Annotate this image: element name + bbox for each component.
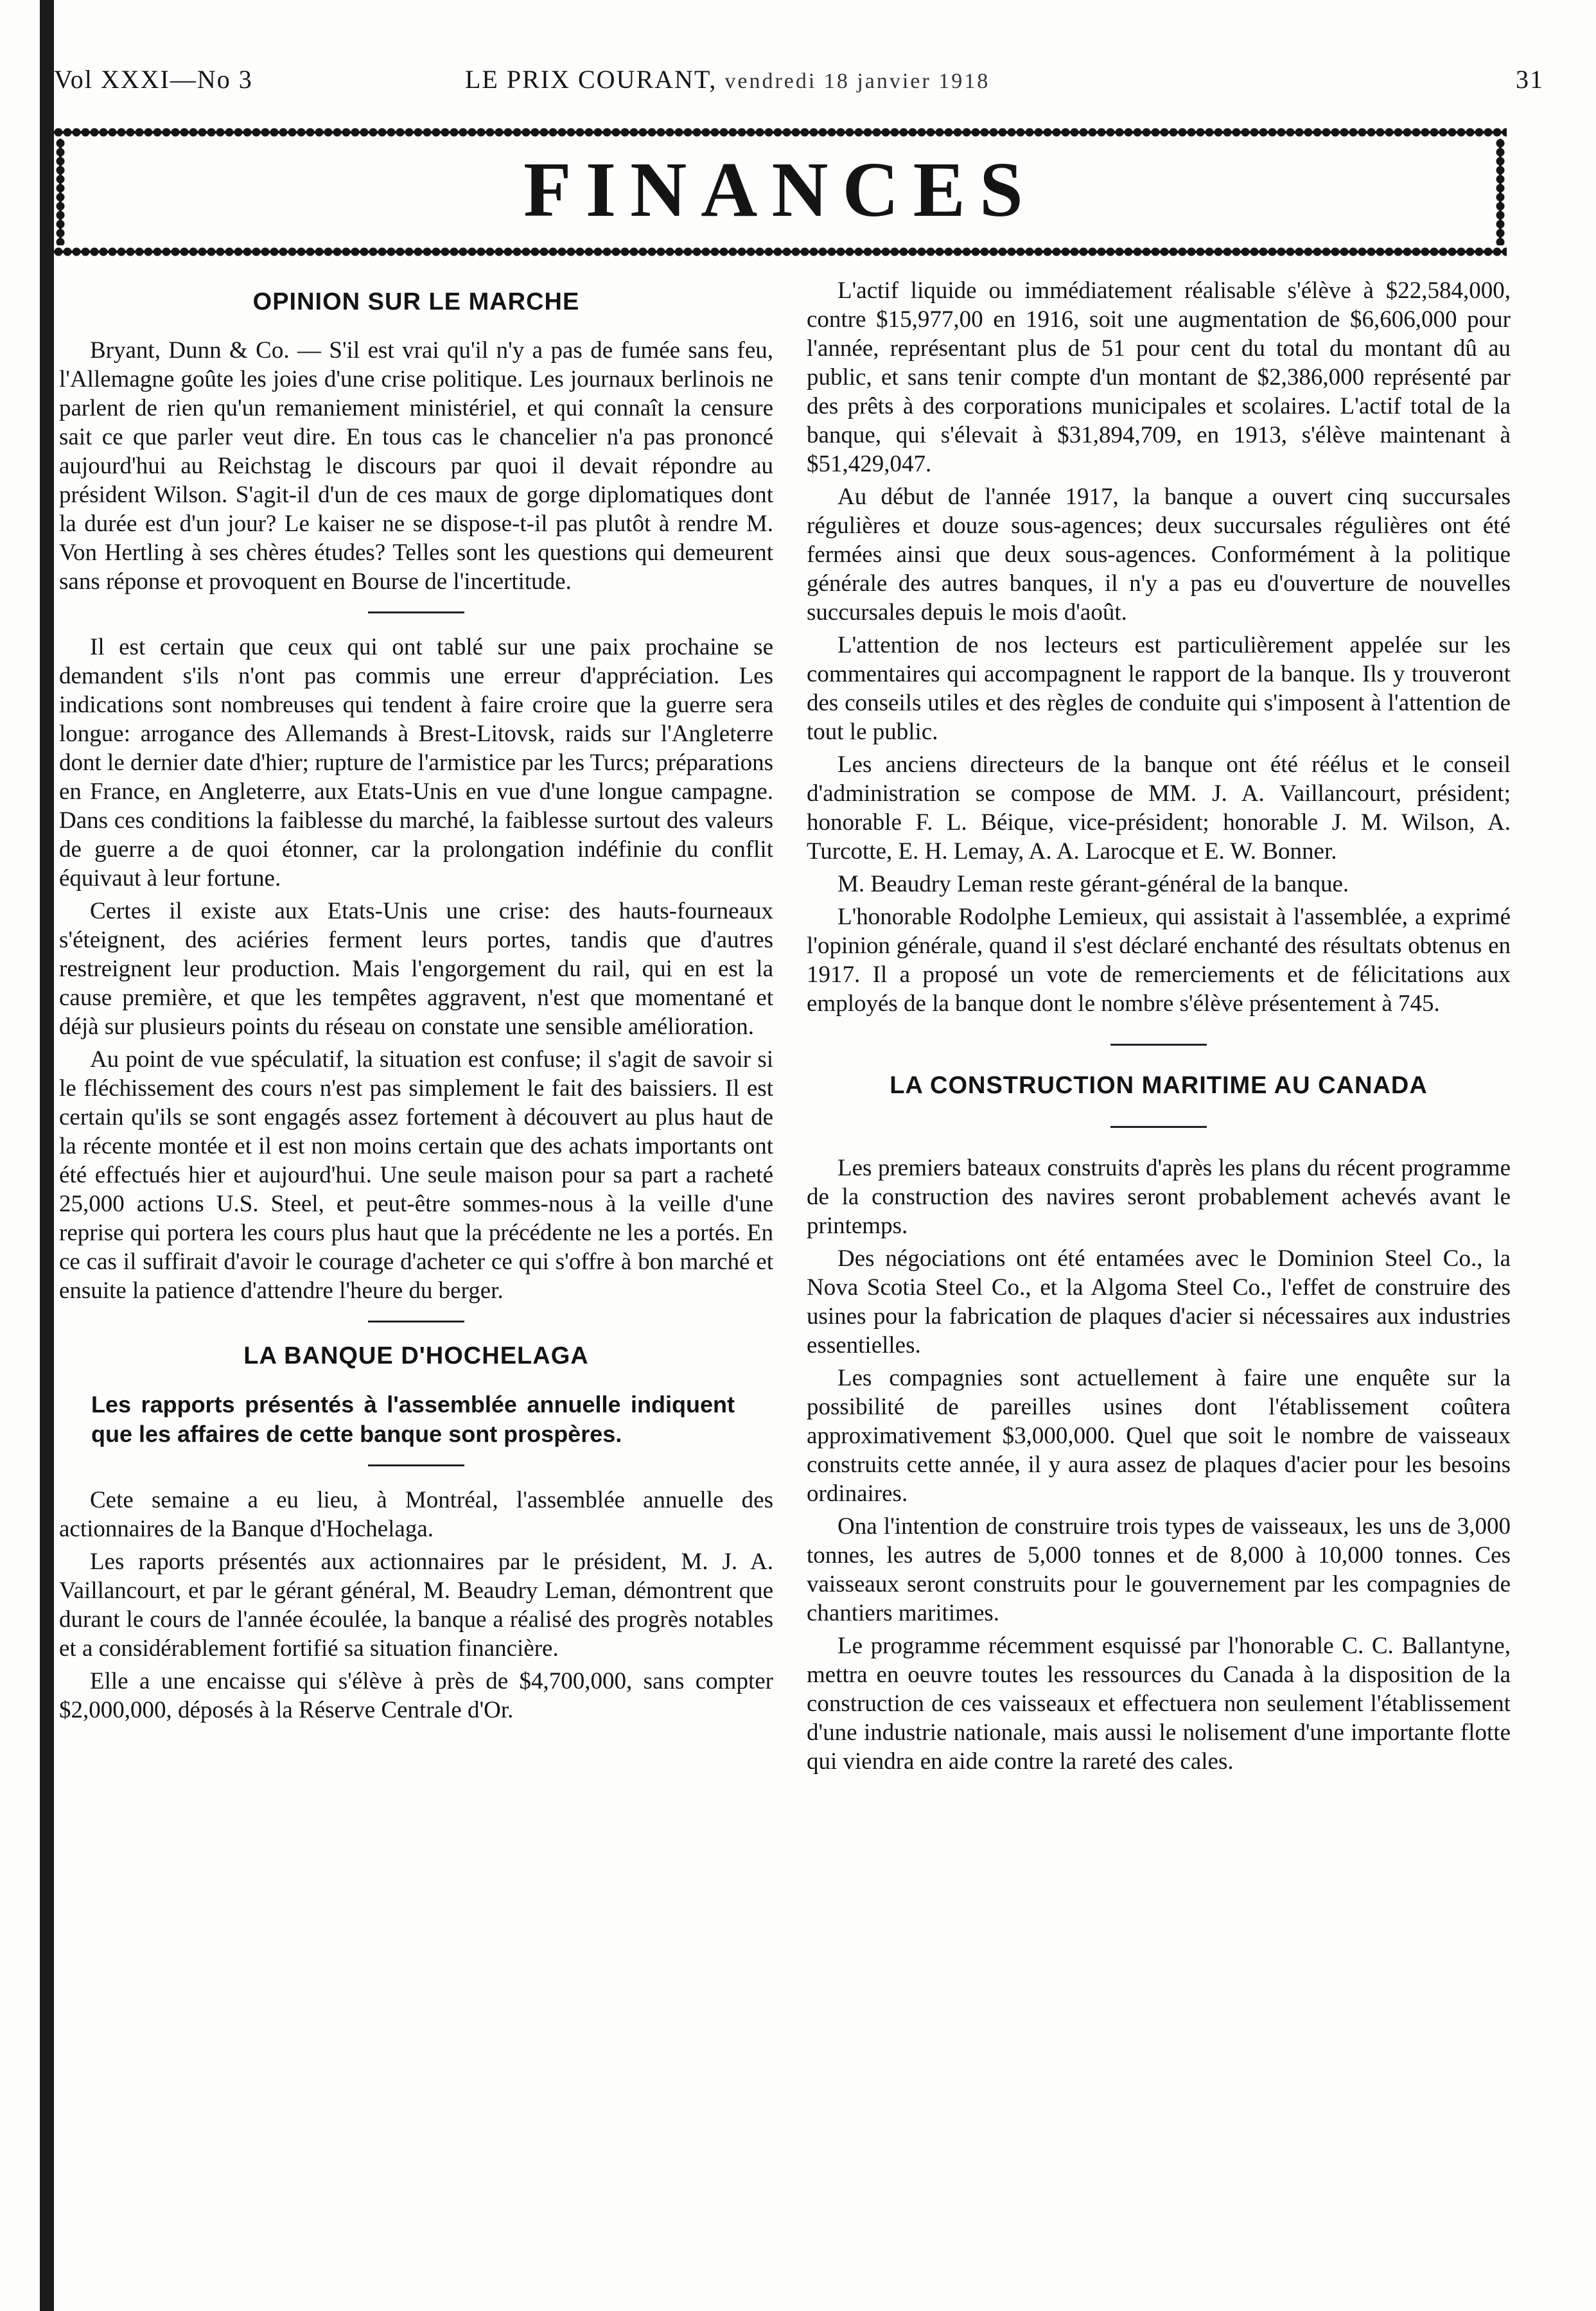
article-paragraph: Les raports présentés aux actionnaires par le président, M. J. A. Vaillancourt, et par le gérant général, M. Beaudry Leman, démontrent que durant le cours de l'année écoulée, la banque a réalisé des progrès notables et a considérablement fortifié sa situation financière.: [59, 1549, 773, 1662]
article-paragraph: L'actif liquide ou immédiatement réalisable s'élève à $22,584,000, contre $15,977,00 en 1916, soit une augmentation de $6,606,000 pour l'année, représentant plus de 51 pour cent du total du montant dû au public, et sans tenir compte d'un montant de $2,386,000 représenté par des prêts à des corporations municipales et scolaires. L'actif total de la banque, qui s'élevait à $31,894,709, en 1913, s'élève maintenant à $51,429,047.: [807, 277, 1511, 477]
article-paragraph: Il est certain que ceux qui ont tablé sur une paix prochaine se demandent s'ils n'ont pas commis une erreur d'appréciation. Les indications sont nombreuses qui tendent à faire croire que la guerre sera longue: arrogance des Allemands à Brest-Litovsk, raids sur l'Angleterre dont le dernier date d'hier; rupture de l'armistice par les Turcs; préparations en France, en Angleterre, aux Etats-Unis en vue d'une longue campagne. Dans ces conditions la faiblesse du marché, la faiblesse surtout des valeurs de guerre a de quoi étonner, car la prolongation indéfinie du conflit équivaut à leur fortune.: [59, 634, 773, 892]
page-binding-edge: [40, 0, 54, 2311]
article-paragraph: Elle a une encaisse qui s'élève à près de $4,700,000, sans compter $2,000,000, déposés à la Réserve Centrale d'Or.: [59, 1668, 773, 1723]
paragraph-divider: [368, 611, 464, 613]
article-hochelaga: [59, 1342, 773, 1725]
article-paragraph: Au point de vue spéculatif, la situation est confuse; il s'agit de savoir si le fléchissement des cours n'est pas simplement le fait des baissiers. Il est certain qu'ils se sont engagés assez fortement à découvert au plus haut de la récente montée et il est non moins certain que des achats importants ont été effectués hier et aujourd'hui. Une seule maison pour sa part a racheté 25,000 actions U.S. Steel, et peut-être sommes-nous à la veille d'une reprise qui portera les cours plus haut que la précédente ne les a portés. En ce cas il suffirait d'avoir le courage d'acheter ce qui s'offre à bon marché et ensuite la patience d'attendre l'heure du berger.: [59, 1046, 773, 1304]
left-column: [59, 276, 773, 1728]
page-number: 31: [1516, 65, 1544, 94]
article-heading: LA CONSTRUCTION MARITIME AU CANADA: [890, 1072, 1428, 1099]
article-paragraph: Certes il existe aux Etats-Unis une crise: des hauts-fourneaux s'éteignent, des aciéries ferment leurs portes, tandis que d'autres restreignent leur production. Mais l'engorgement du rail, qui en est la cause première, et que les tempêtes aggravent, n'est que momentané et déjà sur plusieurs points du réseau on constate une sensible amélioration.: [59, 898, 773, 1040]
article-paragraph: Au début de l'année 1917, la banque a ouvert cinq succursales régulières et douze sous-agences; deux succursales régulières ont été fermées ainsi que deux sous-agences. Conformément à la politique générale des autres banques, il n'y a pas eu d'ouverture de nouvelles succursales depuis le mois d'août.: [807, 484, 1511, 626]
article-paragraph: Le programme récemment esquissé par l'honorable C. C. Ballantyne, mettra en oeuvre toutes les ressources du Canada à la disposition de la construction de ces vaisseaux et effectuera non seulement l'établissement d'une industrie nationale, mais aussi le nolisement d'une importante flotte qui viendra en aide contre la rareté des cales.: [807, 1633, 1511, 1775]
article-paragraph: M. Beaudry Leman reste gérant-général de la banque.: [837, 871, 1349, 897]
article-paragraph: Les premiers bateaux construits d'après les plans du récent programme de la construction des navires seront probablement achevés avant le printemps.: [807, 1155, 1511, 1239]
article-paragraph: Des négociations ont été entamées avec le Dominion Steel Co., la Nova Scotia Steel Co., et la Algoma Steel Co., l'effet de construire des usines pour la fabrication de plaques d'acier si nécessaires aux industries essentielles.: [807, 1245, 1511, 1358]
banner-border-bottom: [54, 245, 1507, 258]
publication-name: LE PRIX COURANT,: [465, 65, 717, 94]
article-divider: [1110, 1044, 1207, 1046]
issue-date: vendredi 18 janvier 1918: [724, 69, 990, 93]
article-heading: LA BANQUE D'HOCHELAGA: [243, 1342, 589, 1369]
banner-border-top: [54, 126, 1507, 139]
article-opinion: [59, 288, 773, 1305]
right-column: [807, 276, 1511, 1780]
article-paragraph: L'honorable Rodolphe Lemieux, qui assistait à l'assemblée, a exprimé l'opinion générale, quand il s'est déclaré enchanté des résultats obtenus en 1917. Il a proposé un vote de remerciements et de félicitations aux employés de la banque dont le nombre s'élève présentement à 745.: [807, 904, 1511, 1017]
article-paragraph: Bryant, Dunn & Co. — S'il est vrai qu'il n'y a pas de fumée sans feu, l'Allemagne goûte les joies d'une crise politique. Les journaux berlinois ne parlent de rien qu'un remaniement ministériel, et qui connaît la censure sait ce que parler veut dire. En tous cas le chancelier n'a pas prononcé aujourd'hui au Reichstag le discours par quoi il devait répondre au président Wilson. S'agit-il d'un de ces maux de gorge diplomatiques dont la durée est d'un jour? Le kaiser ne se dispose-t-il pas plutôt à rendre M. Von Hertling à ses chères études? Telles sont les questions qui demeurent sans réponse et provoquent en Bourse de l'incertitude.: [59, 337, 773, 595]
section-banner: [54, 126, 1507, 258]
paragraph-divider: [1110, 1126, 1207, 1128]
article-hochelaga-continued: [807, 276, 1511, 1018]
article-paragraph: Cete semaine a eu lieu, à Montréal, l'assemblée annuelle des actionnaires de la Banque d'Hochelaga.: [59, 1487, 773, 1542]
article-paragraph: Ona l'intention de construire trois types de vaisseaux, les uns de 3,000 tonnes, les autres de 5,000 tonnes et de 8,000 à 10,000 tonnes. Ces vaisseaux seront construits pour le gouvernement par les compagnies de chantiers maritimes.: [807, 1513, 1511, 1626]
article-paragraph: L'attention de nos lecteurs est particulièrement appelée sur les commentaires qui accompagnent le rapport de la banque. Ils y trouveront des conseils utiles et des règles de conduite qui s'imposent à l'attention de tout le public.: [807, 632, 1511, 745]
article-subheading: Les rapports présentés à l'assemblée annuelle indiquent que les affaires de cette banque sont prospères.: [91, 1391, 735, 1447]
article-heading: OPINION SUR LE MARCHE: [252, 288, 580, 315]
article-divider: [368, 1321, 464, 1322]
article-construction: [807, 1071, 1511, 1776]
running-header: [54, 64, 1544, 109]
article-paragraph: Les anciens directeurs de la banque ont été réélus et le conseil d'administration se compose de MM. J. A. Vaillancourt, président; honorable F. L. Béique, vice-président; honorable J. M. Wilson, A. Turcotte, E. H. Lemay, A. A. Larocque et E. W. Bonner.: [807, 751, 1511, 865]
paragraph-divider: [368, 1464, 464, 1466]
article-paragraph: Les compagnies sont actuellement à faire une enquête sur la possibilité de pareilles usines dont l'établissement coûtera approximativement $3,000,000. Quel que soit le nombre de vaisseaux construits cette année, il y aura assez de plaques d'acier pour les besoins ordinaires.: [807, 1365, 1511, 1507]
volume-number: Vol XXXI—No 3: [54, 65, 253, 94]
publication-line: [465, 64, 990, 94]
section-title: FINANCES: [523, 146, 1037, 233]
